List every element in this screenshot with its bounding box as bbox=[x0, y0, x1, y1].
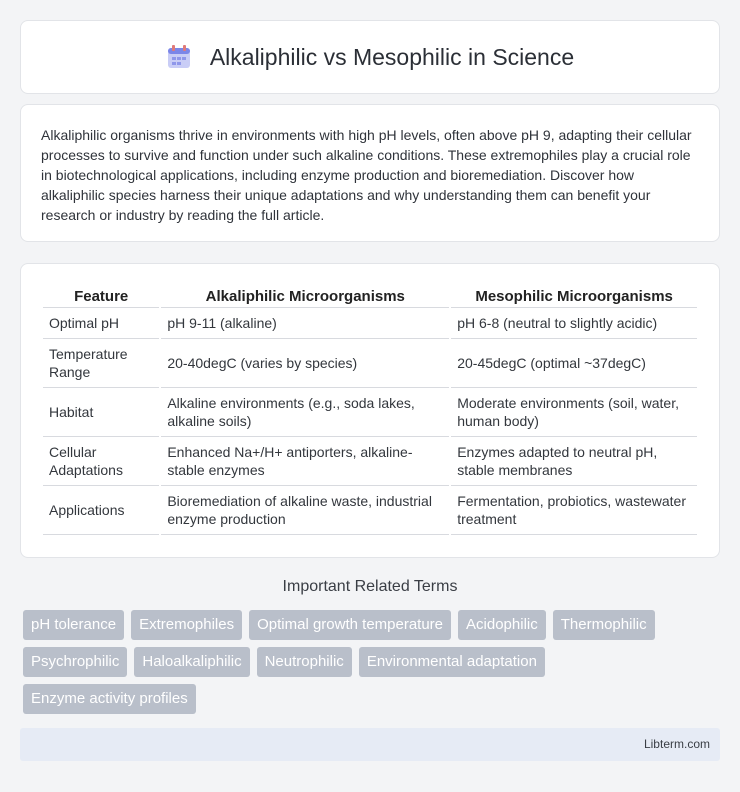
table-cell: Cellular Adaptations bbox=[43, 437, 159, 486]
table-cell: Temperature Range bbox=[43, 339, 159, 388]
table-cell: 20-40degC (varies by species) bbox=[161, 339, 449, 388]
column-header-mesophilic: Mesophilic Microorganisms bbox=[451, 284, 697, 308]
comparison-table-card bbox=[20, 263, 720, 558]
intro-paragraph: Alkaliphilic organisms thrive in environments with high pH levels, often above pH 9, adapting their cellular processes to survive and function under such alkaline conditions. These extremophiles play a crucial role in biotechnological applications, including enzyme production and bioremediation. Discover how alkaliphilic species harness their unique adaptations and why understanding them can benefit your research or industry by reading the full article. bbox=[41, 127, 692, 223]
related-terms-tags bbox=[23, 610, 723, 721]
table-cell: Fermentation, probiotics, wastewater treatment bbox=[451, 486, 697, 535]
tag-acidophilic[interactable]: Acidophilic bbox=[458, 610, 546, 640]
tag-neutrophilic[interactable]: Neutrophilic bbox=[257, 647, 352, 677]
table-cell: Enhanced Na+/H+ antiporters, alkaline-stable enzymes bbox=[161, 437, 449, 486]
related-terms-heading: Important Related Terms bbox=[282, 578, 458, 595]
table-cell: Enzymes adapted to neutral pH, stable membranes bbox=[451, 437, 697, 486]
table-row bbox=[43, 486, 697, 535]
comparison-table bbox=[41, 284, 699, 535]
tag-haloalkaliphilic[interactable]: Haloalkaliphilic bbox=[134, 647, 249, 677]
column-header-feature: Feature bbox=[43, 284, 159, 308]
tag-thermophilic[interactable]: Thermophilic bbox=[553, 610, 655, 640]
tag-psychrophilic[interactable]: Psychrophilic bbox=[23, 647, 127, 677]
table-header-row bbox=[43, 284, 697, 308]
tag-enzyme-activity-profiles[interactable]: Enzyme activity profiles bbox=[23, 684, 196, 714]
tag-extremophiles[interactable]: Extremophiles bbox=[131, 610, 242, 640]
table-cell: Applications bbox=[43, 486, 159, 535]
column-header-alkaliphilic: Alkaliphilic Microorganisms bbox=[161, 284, 449, 308]
intro-card bbox=[20, 104, 720, 242]
table-cell: Alkaline environments (e.g., soda lakes, alkaline soils) bbox=[161, 388, 449, 437]
table-row bbox=[43, 388, 697, 437]
footer bbox=[20, 728, 720, 761]
table-cell: pH 6-8 (neutral to slightly acidic) bbox=[451, 308, 697, 339]
calendar-icon bbox=[166, 44, 192, 70]
table-row bbox=[43, 339, 697, 388]
table-cell: pH 9-11 (alkaline) bbox=[161, 308, 449, 339]
tag-row bbox=[23, 647, 723, 677]
tag-optimal-growth-temperature[interactable]: Optimal growth temperature bbox=[249, 610, 451, 640]
tag-row bbox=[23, 610, 723, 640]
table-cell: 20-45degC (optimal ~37degC) bbox=[451, 339, 697, 388]
footer-brand-link[interactable]: Libterm.com bbox=[643, 737, 710, 751]
table-cell: Optimal pH bbox=[43, 308, 159, 339]
page-title: Alkaliphilic vs Mesophilic in Science bbox=[209, 43, 575, 70]
tag-ph-tolerance[interactable]: pH tolerance bbox=[23, 610, 124, 640]
header-card bbox=[20, 20, 720, 94]
table-row bbox=[43, 308, 697, 339]
tag-environmental-adaptation[interactable]: Environmental adaptation bbox=[359, 647, 545, 677]
tag-row bbox=[23, 684, 723, 714]
table-row bbox=[43, 437, 697, 486]
table-cell: Moderate environments (soil, water, human body) bbox=[451, 388, 697, 437]
table-cell: Habitat bbox=[43, 388, 159, 437]
table-cell: Bioremediation of alkaline waste, industrial enzyme production bbox=[161, 486, 449, 535]
